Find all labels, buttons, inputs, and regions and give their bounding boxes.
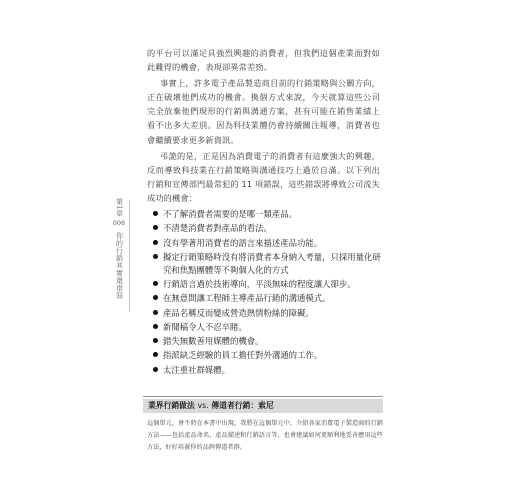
list-item: 不清楚消費者對產品的看法。 [153,222,385,235]
bullet-dot-icon [153,367,158,372]
bullet-dot-icon [153,338,158,343]
bullet-dot-icon [153,225,158,230]
list-item: 新聞稿令人不忍卒睹。 [153,321,385,334]
bullet-dot-icon [153,310,158,315]
bullet-dot-icon [153,352,158,357]
bullet-dot-icon [153,295,158,300]
list-item: 在無意間讓工程師主導產品行銷的溝通模式。 [153,292,385,305]
sidebar-body-text: 這個單元，會不時在本書中出現，我將在這個單元中，介紹各家消費電子製造商的行銷方法——包括產品命名、產品描述和行銷語言等，也會建議如何更順利地妥善應用這些方法，好好培養你的品牌傳道者群。 [147,420,383,451]
sidebar-title-right: 傳道者行銷：索尼 [211,401,274,410]
list-item: 產品名稱反而變成營造熱情粉絲的障礙。 [153,307,385,320]
paragraph-third: 弔詭的是，正是因為消費電子的消費者有這麼強大的興趣，反而導致科技業在行銷策略與溝通技巧上過於自滿。以下列出行銷和宣傳部門最常犯的 11 項錯誤，這些錯誤將導致公司流失成功的機會： [147,150,380,203]
list-item: 不了解消費者需要的是哪一類產品。 [153,208,385,221]
bullet-dot-icon [153,211,158,216]
sidebar-title-left: 業界行銷做法 [148,401,195,410]
list-item: 擬定行銷策略時沒有將消費者本身納入考量，只採用量化研究和焦點團體等不夠個人化的方式 [153,251,385,277]
sidebar-vs: vs. [197,401,209,410]
bullet-dot-icon [153,281,158,286]
mistakes-list [153,208,385,378]
chapter-number: 第1章 [115,198,124,217]
paragraph-second: 事實上，許多電子產品製造商目前的行銷策略與公關方向，正在破壞他們成功的機會。換個方式來說，今天就算這些公司完全放棄他們現形的行銷與溝通方案，甚有可能在銷售業績上看不出多大差別。因為科技業體仍會持續關注報導，消費者也會繼續要求更多新資訊。 [147,78,380,145]
chapter-title: 你的行銷其實還很弱 [115,232,124,300]
list-item: 指派缺乏經驗的員工擔任對外溝通的工作。 [153,349,385,362]
bullet-dot-icon [153,240,158,245]
bullet-dot-icon [153,324,158,329]
body-text [147,46,380,207]
list-item: 沒有學著用消費者的語言來描述產品功能。 [153,237,385,250]
list-item: 行銷語言過於技術導向，平淡無味的程度讓人卻步。 [153,278,385,291]
sidebar-box [143,396,383,473]
list-item: 太注重社群媒體。 [153,364,385,377]
sidebar-heading [143,399,383,413]
margin-rule [129,200,130,312]
paragraph-continuation: 的平台可以滿足具強烈興趣的消費者，但我們這個產業面對如此難得的機會，表現卻異常差勁。 [147,48,380,73]
list-item: 錯失無數善用媒體的機會。 [153,335,385,348]
chapter-margin-marker [110,198,128,300]
bullet-dot-icon [153,254,158,259]
page-number: 006 [112,219,126,228]
